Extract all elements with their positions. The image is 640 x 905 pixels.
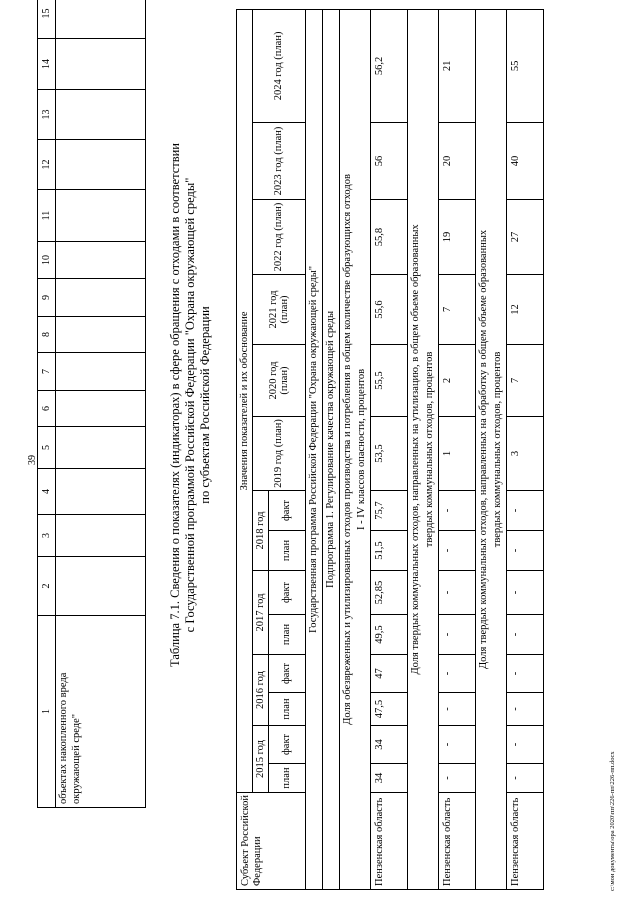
value-cell: - xyxy=(507,615,544,655)
value-cell: - xyxy=(439,615,476,655)
table-row xyxy=(439,9,476,889)
value-cell: - xyxy=(439,491,476,531)
value-cell: 2 xyxy=(439,345,476,417)
value-cell: 3 xyxy=(507,417,544,491)
value-cell: 21 xyxy=(439,9,476,122)
plan-year-header: 2023 год (план) xyxy=(253,123,306,200)
value-cell: 7 xyxy=(507,345,544,417)
value-cell: - xyxy=(507,491,544,531)
value-cell: - xyxy=(439,764,476,793)
continuation-table xyxy=(37,0,146,808)
col-number: 9 xyxy=(38,279,56,317)
value-cell: 55 xyxy=(507,9,544,122)
value-cell: 27 xyxy=(507,200,544,275)
value-cell: - xyxy=(439,726,476,764)
value-cell: 49,5 xyxy=(371,615,408,655)
value-cell: 52,85 xyxy=(371,571,408,615)
indicator-title-line: твердых коммунальных отходов, процентов xyxy=(492,351,503,548)
plan-year-header: 2021 год (план) xyxy=(253,275,306,345)
page-number: 39 xyxy=(27,455,38,465)
col-number: 14 xyxy=(38,39,56,90)
value-cell: 1 xyxy=(439,417,476,491)
value-cell: - xyxy=(507,726,544,764)
year-header: 2016 год xyxy=(253,655,269,726)
col-number: 12 xyxy=(38,140,56,190)
plan-label: план xyxy=(269,615,306,655)
indicator-title-line: Доля обезвреженных и утилизированных отходов производства и потребления в общем количестве образующихся отходов xyxy=(342,174,353,725)
fact-label: факт xyxy=(269,655,306,693)
indicator-title-line: твердых коммунальных отходов, процентов xyxy=(424,351,435,548)
value-cell: 47,5 xyxy=(371,693,408,726)
table-row xyxy=(371,9,408,889)
title-line: Таблица 7.1. Сведения о показателях (индикаторах) в сфере обращения с отходами в соответствии xyxy=(168,143,182,667)
fact-label: факт xyxy=(269,726,306,764)
value-cell: 75,7 xyxy=(371,491,408,531)
values-header: Значения показателей и их обоснование xyxy=(237,9,253,792)
value-cell: 40 xyxy=(507,123,544,200)
subject-cell: Пензенская область xyxy=(371,793,408,890)
col-number: 13 xyxy=(38,90,56,140)
value-cell: - xyxy=(507,693,544,726)
value-cell: 19 xyxy=(439,200,476,275)
plan-year-header: 2020 год (план) xyxy=(253,345,306,417)
plan-label: план xyxy=(269,531,306,571)
value-cell: 34 xyxy=(371,764,408,793)
subject-header: Субъект Российской Федерации xyxy=(237,793,306,890)
table-row xyxy=(507,9,544,889)
value-cell: 55,8 xyxy=(371,200,408,275)
plan-year-header: 2019 год (план) xyxy=(253,417,306,491)
plan-label: план xyxy=(269,693,306,726)
col-number: 7 xyxy=(38,353,56,391)
value-cell: 7 xyxy=(439,275,476,345)
col-number: 8 xyxy=(38,317,56,353)
indicator-title-line: Доля твердых коммунальных отходов, направленных на обработку в общем объеме образованных xyxy=(478,229,489,669)
indicator-title xyxy=(476,9,507,889)
subject-cell: объектах накопленного вреда окружающей среде" xyxy=(56,616,146,808)
title-line: с Государственной программой Российской Федерации "Охрана окружающей среды" xyxy=(183,177,197,633)
value-cell: 55,6 xyxy=(371,275,408,345)
col-number: 2 xyxy=(38,557,56,616)
col-number: 5 xyxy=(38,427,56,469)
value-cell: 34 xyxy=(371,726,408,764)
file-path-footer: c:\мои документы\ора 2020\пп\226-пп\226-пп.docx xyxy=(609,751,616,891)
year-header: 2018 год xyxy=(253,491,269,571)
value-cell: - xyxy=(439,693,476,726)
col-number: 10 xyxy=(38,242,56,279)
col-number: 6 xyxy=(38,391,56,427)
plan-label: план xyxy=(269,764,306,793)
title-line: по субъектам Российской Федерации xyxy=(198,306,212,504)
col-number: 3 xyxy=(38,515,56,557)
value-cell: - xyxy=(507,764,544,793)
year-header: 2015 год xyxy=(253,726,269,793)
value-cell: - xyxy=(507,571,544,615)
plan-year-header: 2024 год (план) xyxy=(253,9,306,122)
value-cell: - xyxy=(507,655,544,693)
indicator-title-line: I - IV классов опасности, процентов xyxy=(356,368,367,530)
indicator-title xyxy=(408,9,439,889)
value-cell: 55,5 xyxy=(371,345,408,417)
value-cell: 56 xyxy=(371,123,408,200)
value-cell: 56,2 xyxy=(371,9,408,122)
value-cell: 20 xyxy=(439,123,476,200)
subprogram-row: Подпрограмма 1. Регулирование качества окружающей среды xyxy=(323,9,340,889)
indicator-title-line: Доля твердых коммунальных отходов, направленных на утилизацию, в общем объеме образованных xyxy=(410,224,421,675)
col-number: 15 xyxy=(38,0,56,39)
col-number: 1 xyxy=(38,616,56,808)
col-number: 4 xyxy=(38,469,56,515)
col-number: 11 xyxy=(38,190,56,242)
indicator-title xyxy=(340,9,371,889)
value-cell: 51,5 xyxy=(371,531,408,571)
subject-cell: Пензенская область xyxy=(439,793,476,890)
year-header: 2017 год xyxy=(253,571,269,655)
fact-label: факт xyxy=(269,571,306,615)
fact-label: факт xyxy=(269,491,306,531)
value-cell: - xyxy=(439,531,476,571)
value-cell: - xyxy=(507,531,544,571)
indicators-table xyxy=(236,9,544,890)
value-cell: 12 xyxy=(507,275,544,345)
table-title xyxy=(168,5,213,805)
subject-cell: Пензенская область xyxy=(507,793,544,890)
plan-year-header: 2022 год (план) xyxy=(253,200,306,275)
value-cell: - xyxy=(439,571,476,615)
program-row: Государственная программа Российской Федерации "Охрана окружающей среды" xyxy=(306,9,323,889)
value-cell: 47 xyxy=(371,655,408,693)
value-cell: - xyxy=(439,655,476,693)
value-cell: 53,5 xyxy=(371,417,408,491)
